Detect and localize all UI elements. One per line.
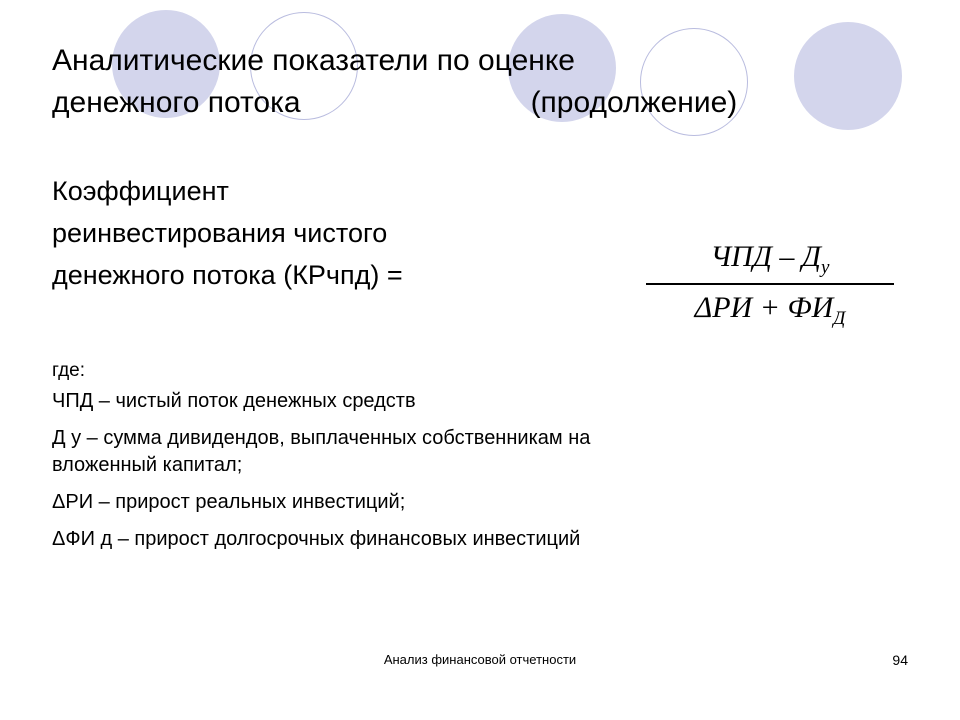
footer-title: Анализ финансовой отчетности (383, 652, 577, 667)
title-line-2: денежного потока (52, 86, 301, 119)
title-line-1: Аналитические показатели по оценке (52, 44, 575, 77)
formula-block (620, 240, 920, 330)
legend-item-delta-fi: ΔФИ д – прирост долгосрочных финансовых инвестиций (52, 528, 581, 550)
slide-footer (0, 652, 960, 676)
legend-item-chpd: ЧПД – чистый поток денежных средств (52, 390, 416, 412)
delta-symbol-icon: Δ (694, 291, 713, 324)
formula-numerator-subscript: у (821, 257, 830, 278)
formula-denominator-main: РИ + ФИ (712, 291, 834, 324)
legend-where-label: где: (52, 360, 86, 381)
lead-line-2: реинвестирования чистого (52, 218, 388, 248)
lead-line-1: Коэффициент (52, 176, 229, 206)
formula-numerator-main: ЧПД – Д (710, 240, 822, 273)
legend-block (52, 358, 612, 563)
lead-paragraph (52, 170, 612, 296)
formula-denominator-subscript: Д (833, 308, 846, 329)
formula-numerator (620, 240, 920, 283)
legend-item-du: Д у – сумма дивидендов, выплаченных собственникам на вложенный капитал; (52, 427, 591, 476)
slide-title (52, 40, 932, 124)
lead-line-3: денежного потока (КРчпд) = (52, 260, 403, 290)
title-line-2-row (52, 82, 932, 124)
legend-item-delta-ri: ΔРИ – прирост реальных инвестиций; (52, 491, 406, 513)
title-continuation: (продолжение) (530, 86, 738, 119)
footer-page-number: 94 (892, 652, 908, 668)
formula-denominator (620, 285, 920, 330)
